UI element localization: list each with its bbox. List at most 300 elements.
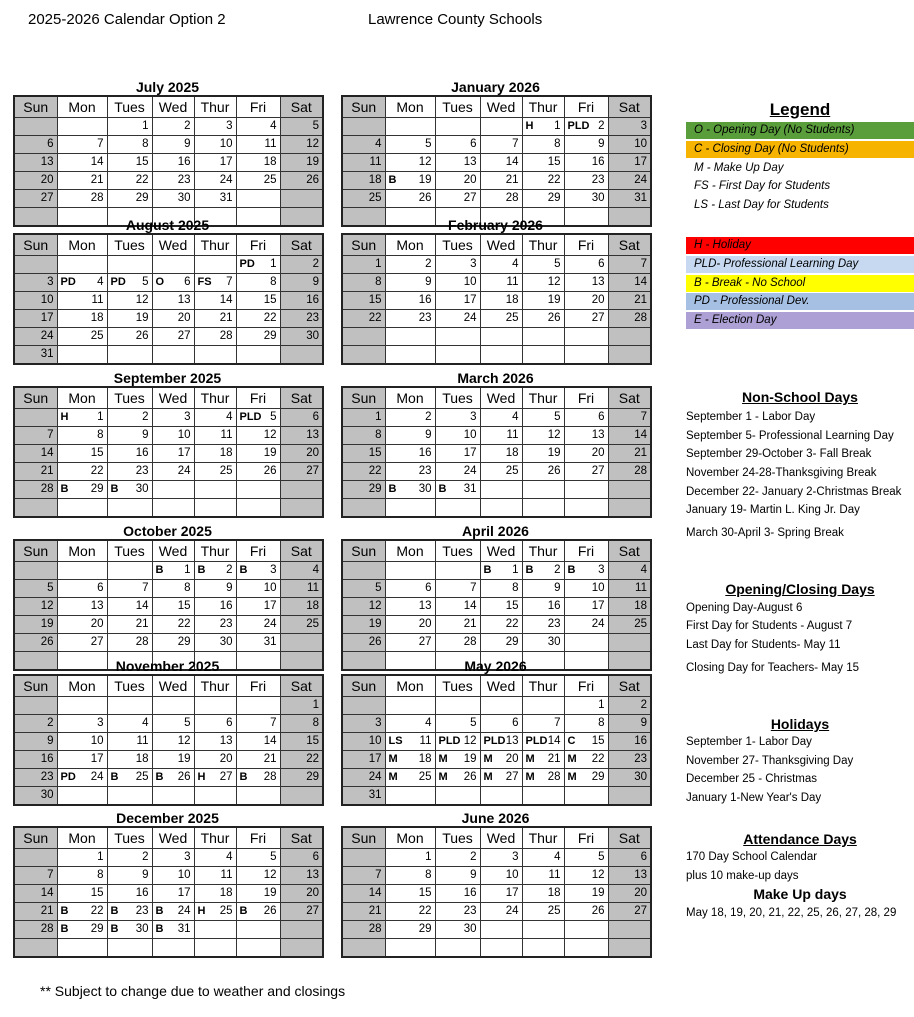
day-number: 6 <box>184 276 191 288</box>
day-cell <box>152 118 194 136</box>
day-number: 3 <box>47 276 54 288</box>
day-number: 25 <box>263 174 277 186</box>
day-cell <box>385 445 435 463</box>
day-cell <box>385 616 435 634</box>
day-cell <box>342 939 385 958</box>
day-number: 19 <box>177 753 191 765</box>
day-cell <box>194 697 236 715</box>
day-number: 15 <box>90 447 104 459</box>
day-header: Sun <box>14 96 57 118</box>
day-cell <box>107 939 152 958</box>
day-cell <box>280 787 323 806</box>
day-header: Tues <box>435 96 480 118</box>
day-cell <box>14 292 57 310</box>
day-header: Tues <box>107 96 152 118</box>
day-number: 7 <box>226 276 233 288</box>
day-cell <box>522 921 564 939</box>
day-header: Mon <box>57 96 107 118</box>
day-cell <box>608 274 651 292</box>
day-number: 6 <box>598 411 605 423</box>
non-school-item: January 19- Martin L. King Jr. Day <box>686 504 860 516</box>
day-number: 31 <box>263 636 277 648</box>
day-header: Sun <box>342 540 385 562</box>
month-title: October 2025 <box>123 523 212 539</box>
day-cell <box>107 328 152 346</box>
day-number: 7 <box>640 411 647 423</box>
day-number: 19 <box>306 156 319 168</box>
day-cell <box>435 697 480 715</box>
day-cell <box>236 328 280 346</box>
day-cell <box>107 463 152 481</box>
day-number: 5 <box>270 851 277 863</box>
day-number: 10 <box>634 138 647 150</box>
day-cell <box>14 136 57 154</box>
day-cell <box>385 580 435 598</box>
day-cell <box>522 310 564 328</box>
day-number: 7 <box>512 138 519 150</box>
day-header: Sun <box>342 96 385 118</box>
day-number: 8 <box>554 138 561 150</box>
day-cell <box>280 256 323 274</box>
day-cell <box>194 256 236 274</box>
day-cell <box>522 867 564 885</box>
opening-closing-item: Closing Day for Teachers- May 15 <box>686 662 859 674</box>
day-cell <box>480 733 522 751</box>
day-cell <box>194 481 236 499</box>
day-number: 2 <box>425 411 432 423</box>
day-header: Sun <box>342 234 385 256</box>
day-header: Thur <box>522 234 564 256</box>
day-number: 25 <box>547 905 561 917</box>
day-number: 30 <box>547 636 561 648</box>
day-cell <box>342 481 385 499</box>
day-cell <box>435 751 480 769</box>
day-cell <box>564 715 608 733</box>
day-cell <box>608 445 651 463</box>
day-cell <box>280 172 323 190</box>
day-cell <box>385 136 435 154</box>
day-cell <box>435 190 480 208</box>
month-calendar <box>13 217 322 365</box>
day-number: 12 <box>177 735 191 747</box>
day-cell <box>194 849 236 867</box>
month-table <box>341 826 652 958</box>
day-cell <box>152 190 194 208</box>
day-number: 19 <box>547 294 561 306</box>
day-number: 11 <box>220 429 233 441</box>
day-number: 1 <box>512 564 519 576</box>
day-cell <box>564 580 608 598</box>
day-cell <box>564 427 608 445</box>
day-number: 7 <box>640 258 647 270</box>
day-cell <box>194 346 236 365</box>
day-number: 3 <box>97 717 104 729</box>
day-number: 7 <box>375 869 382 881</box>
day-cell <box>107 921 152 939</box>
day-cell <box>480 769 522 787</box>
day-number: 1 <box>312 699 319 711</box>
day-cell <box>435 787 480 806</box>
day-number: 20 <box>418 618 432 630</box>
day-header: Sat <box>280 675 323 697</box>
legend-item: H - Holiday <box>686 237 914 254</box>
day-number: 18 <box>219 887 233 899</box>
day-number: 2 <box>226 564 233 576</box>
day-number: 24 <box>463 465 477 477</box>
day-cell <box>236 292 280 310</box>
day-header: Sat <box>280 387 323 409</box>
day-number: 10 <box>40 294 54 306</box>
month-table <box>13 386 324 518</box>
day-cell <box>385 921 435 939</box>
month-calendar <box>341 79 650 227</box>
holiday-item: December 25 - Christmas <box>686 773 818 785</box>
day-cell <box>564 769 608 787</box>
day-number: 29 <box>90 483 104 495</box>
day-number: 16 <box>591 156 605 168</box>
day-number: 14 <box>135 600 149 612</box>
day-cell <box>522 136 564 154</box>
day-number: 20 <box>219 753 233 765</box>
day-number: 16 <box>418 447 432 459</box>
day-cell <box>342 409 385 427</box>
day-code: M <box>483 771 493 783</box>
day-number: 5 <box>425 138 432 150</box>
day-cell <box>608 939 651 958</box>
day-cell <box>152 463 194 481</box>
day-cell <box>236 903 280 921</box>
day-cell <box>522 481 564 499</box>
day-number: 21 <box>135 618 149 630</box>
day-number: 23 <box>177 174 191 186</box>
day-cell <box>236 310 280 328</box>
day-code: B <box>197 564 206 576</box>
day-number: 19 <box>263 447 277 459</box>
day-number: 27 <box>418 636 432 648</box>
day-number: 23 <box>418 312 432 324</box>
day-cell <box>57 751 107 769</box>
day-cell <box>57 580 107 598</box>
day-cell <box>480 346 522 365</box>
day-header: Thur <box>194 827 236 849</box>
day-number: 14 <box>505 156 519 168</box>
day-number: 14 <box>40 447 54 459</box>
day-number: 13 <box>306 869 319 881</box>
day-code: M <box>567 771 577 783</box>
day-code: PLD <box>483 735 506 747</box>
day-number: 7 <box>142 582 149 594</box>
day-number: 22 <box>263 312 277 324</box>
attendance-title: Attendance Days <box>743 831 857 847</box>
day-cell <box>480 409 522 427</box>
day-number: 30 <box>591 192 605 204</box>
day-code: B <box>567 564 576 576</box>
day-header: Thur <box>194 387 236 409</box>
day-cell <box>522 751 564 769</box>
day-number: 2 <box>425 258 432 270</box>
day-cell <box>280 118 323 136</box>
day-cell <box>564 697 608 715</box>
month-calendar <box>341 370 650 518</box>
day-cell <box>608 118 651 136</box>
day-cell <box>194 562 236 580</box>
day-header: Mon <box>385 387 435 409</box>
day-cell <box>342 256 385 274</box>
day-header: Tues <box>435 234 480 256</box>
day-number: 18 <box>634 600 647 612</box>
day-cell <box>236 921 280 939</box>
day-header: Sat <box>608 96 651 118</box>
day-code: H <box>60 411 69 423</box>
day-cell <box>280 715 323 733</box>
day-cell <box>57 445 107 463</box>
day-cell <box>14 118 57 136</box>
day-cell <box>194 463 236 481</box>
day-cell <box>480 634 522 652</box>
day-number: 13 <box>505 735 519 747</box>
day-header: Fri <box>236 827 280 849</box>
day-number: 2 <box>470 851 477 863</box>
day-number: 6 <box>97 582 104 594</box>
day-code: M <box>438 753 448 765</box>
day-number: 26 <box>547 465 561 477</box>
day-header: Mon <box>57 540 107 562</box>
day-cell <box>564 292 608 310</box>
day-code: M <box>438 771 448 783</box>
day-cell <box>385 310 435 328</box>
day-number: 26 <box>135 330 149 342</box>
day-cell <box>280 463 323 481</box>
day-number: 27 <box>634 905 647 917</box>
day-number: 21 <box>219 312 233 324</box>
day-cell <box>107 118 152 136</box>
day-cell <box>480 885 522 903</box>
day-code: B <box>60 923 69 935</box>
day-cell <box>480 190 522 208</box>
day-code: O <box>155 276 165 288</box>
day-header: Sat <box>608 234 651 256</box>
day-number: 4 <box>640 564 647 576</box>
day-cell <box>14 274 57 292</box>
day-number: 4 <box>554 851 561 863</box>
day-cell <box>480 136 522 154</box>
day-header: Sun <box>342 387 385 409</box>
day-number: 28 <box>135 636 149 648</box>
day-cell <box>236 346 280 365</box>
day-cell <box>236 562 280 580</box>
day-cell <box>280 292 323 310</box>
day-cell <box>522 885 564 903</box>
day-cell <box>107 562 152 580</box>
day-cell <box>152 580 194 598</box>
day-cell <box>480 867 522 885</box>
day-number: 22 <box>368 465 382 477</box>
attendance-item: plus 10 make-up days <box>686 870 799 882</box>
day-cell <box>522 903 564 921</box>
day-code: B <box>483 564 492 576</box>
month-table <box>13 539 324 671</box>
day-number: 19 <box>263 887 277 899</box>
day-number: 22 <box>547 174 561 186</box>
day-number: 26 <box>263 465 277 477</box>
day-cell <box>57 481 107 499</box>
month-calendar <box>341 523 650 671</box>
day-cell <box>194 903 236 921</box>
day-number: 16 <box>40 753 54 765</box>
day-cell <box>385 172 435 190</box>
day-cell <box>480 427 522 445</box>
day-header: Fri <box>564 675 608 697</box>
day-code: B <box>155 905 164 917</box>
day-cell <box>522 616 564 634</box>
day-number: 4 <box>512 411 519 423</box>
day-cell <box>152 274 194 292</box>
day-number: 8 <box>598 717 605 729</box>
day-cell <box>280 867 323 885</box>
day-cell <box>194 427 236 445</box>
day-number: 17 <box>505 887 519 899</box>
month-table <box>341 95 652 227</box>
day-header: Fri <box>564 540 608 562</box>
day-code: PLD <box>525 735 548 747</box>
day-cell <box>435 256 480 274</box>
day-cell <box>57 733 107 751</box>
month-title: November 2025 <box>115 658 220 674</box>
day-code: M <box>567 753 577 765</box>
day-header: Thur <box>194 96 236 118</box>
day-number: 23 <box>591 174 605 186</box>
day-cell <box>14 328 57 346</box>
day-cell <box>152 903 194 921</box>
day-cell <box>522 580 564 598</box>
day-header: Fri <box>236 540 280 562</box>
day-number: 15 <box>368 447 382 459</box>
day-number: 12 <box>368 600 382 612</box>
day-cell <box>480 274 522 292</box>
day-number: 4 <box>512 258 519 270</box>
makeup-days: May 18, 19, 20, 21, 22, 25, 26, 27, 28, 29 <box>686 907 897 919</box>
day-number: 25 <box>505 465 519 477</box>
day-number: 15 <box>263 294 277 306</box>
day-number: 17 <box>463 447 477 459</box>
day-header: Wed <box>480 675 522 697</box>
day-cell <box>564 598 608 616</box>
day-cell <box>236 769 280 787</box>
day-cell <box>236 751 280 769</box>
day-cell <box>342 849 385 867</box>
day-header: Mon <box>385 827 435 849</box>
day-cell <box>152 769 194 787</box>
day-number: 4 <box>142 717 149 729</box>
day-cell <box>608 580 651 598</box>
day-cell <box>57 154 107 172</box>
day-cell <box>342 562 385 580</box>
day-cell <box>564 499 608 518</box>
day-cell <box>480 118 522 136</box>
day-number: 4 <box>226 411 233 423</box>
day-cell <box>280 154 323 172</box>
day-cell <box>522 409 564 427</box>
day-number: 21 <box>634 447 647 459</box>
day-number: 24 <box>505 905 519 917</box>
day-number: 5 <box>47 582 54 594</box>
day-number: 13 <box>40 156 54 168</box>
day-number: 29 <box>368 483 382 495</box>
day-cell <box>57 118 107 136</box>
day-number: 22 <box>591 753 605 765</box>
day-cell <box>152 427 194 445</box>
day-number: 1 <box>554 120 561 132</box>
day-number: 24 <box>90 771 104 783</box>
day-cell <box>152 136 194 154</box>
day-number: 11 <box>369 156 382 168</box>
day-cell <box>280 903 323 921</box>
opening-closing-item: Last Day for Students- May 11 <box>686 639 841 651</box>
day-header: Thur <box>522 675 564 697</box>
day-code: PLD <box>438 735 461 747</box>
day-number: 28 <box>634 312 647 324</box>
day-cell <box>236 580 280 598</box>
day-cell <box>564 562 608 580</box>
day-cell <box>480 310 522 328</box>
day-code: B <box>110 771 119 783</box>
day-header: Wed <box>480 387 522 409</box>
month-calendar <box>13 810 322 958</box>
day-number: 12 <box>591 869 605 881</box>
day-cell <box>152 481 194 499</box>
day-cell <box>480 751 522 769</box>
day-number: 11 <box>220 869 233 881</box>
day-number: 18 <box>306 600 319 612</box>
day-number: 26 <box>368 636 382 648</box>
day-cell <box>14 427 57 445</box>
day-cell <box>480 562 522 580</box>
day-cell <box>480 154 522 172</box>
day-cell <box>342 136 385 154</box>
day-number: 2 <box>47 717 54 729</box>
day-cell <box>57 787 107 806</box>
month-calendar <box>13 523 322 671</box>
day-cell <box>152 885 194 903</box>
day-cell <box>522 787 564 806</box>
day-cell <box>194 190 236 208</box>
day-cell <box>14 697 57 715</box>
day-cell <box>194 172 236 190</box>
day-number: 28 <box>219 330 233 342</box>
day-number: 23 <box>418 465 432 477</box>
day-cell <box>57 190 107 208</box>
day-number: 6 <box>512 717 519 729</box>
day-number: 17 <box>177 887 191 899</box>
day-cell <box>194 939 236 958</box>
legend-item: PD - Professional Dev. <box>686 293 914 310</box>
day-number: 26 <box>263 905 277 917</box>
day-cell <box>608 427 651 445</box>
day-cell <box>14 172 57 190</box>
day-number: 31 <box>634 192 647 204</box>
day-number: 28 <box>90 192 104 204</box>
day-header: Mon <box>385 96 435 118</box>
day-cell <box>385 903 435 921</box>
day-cell <box>522 256 564 274</box>
day-code: B <box>525 564 534 576</box>
day-cell <box>342 616 385 634</box>
day-cell <box>342 867 385 885</box>
day-cell <box>564 939 608 958</box>
day-number: 6 <box>425 582 432 594</box>
day-number: 29 <box>90 923 104 935</box>
day-number: 11 <box>506 429 519 441</box>
